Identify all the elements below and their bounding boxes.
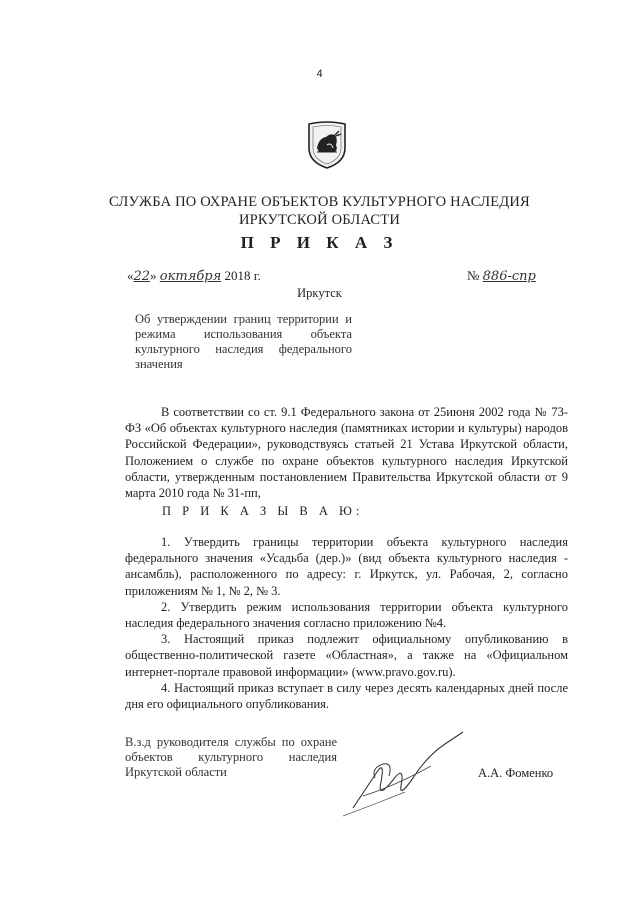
- preamble-paragraph: В соответствии со ст. 9.1 Федерального закона от 25июня 2002 года № 73-ФЗ «Об объектах культурного наследия (памятниках истории и культуры) народов Российской Федерации», руководствуясь статьей 21 Устава Иркутской области, Положением о службе по охране объектов культурного наследия Иркутской области, утвержденным постановлением Правительства Иркутской области от 9 марта 2010 года № 31-пп,: [125, 405, 568, 501]
- order-item-3: 3. Настоящий приказ подлежит официальному опубликованию в общественно-политической газете «Областная», а также на «Официальном интернет-портале правовой информации» (www.pravo.gov.ru).: [125, 632, 568, 679]
- order-number-value: 886-спр: [482, 269, 536, 284]
- city: Иркутск: [297, 286, 342, 300]
- document-title: П Р И К А З: [240, 233, 399, 252]
- organization-line-2: ИРКУТСКОЙ ОБЛАСТИ: [238, 212, 400, 228]
- signatory-role: В.з.д руководителя службы по охране объектов культурного наследия Иркутской области: [125, 735, 337, 779]
- coat-of-arms-irkutsk-icon: [305, 118, 349, 170]
- handwritten-signature: [335, 720, 475, 820]
- order-item-4: 4. Настоящий приказ вступает в силу через десять календарных дней после дня его официального опубликования.: [125, 680, 568, 712]
- date-year: 2018 г.: [224, 268, 261, 283]
- signatory-name: А.А. Фоменко: [478, 766, 554, 780]
- organization-line-1: СЛУЖБА ПО ОХРАНЕ ОБЪЕКТОВ КУЛЬТУРНОГО НАСЛЕДИЯ: [109, 194, 530, 210]
- order-number-prefix: №: [467, 268, 480, 283]
- order-verb: П Р И К А З Ы В А Ю:: [162, 504, 364, 518]
- organization-name: [0, 193, 639, 229]
- order-number: [467, 268, 536, 284]
- order-date: [127, 268, 261, 284]
- date-month: октября: [159, 269, 222, 284]
- order-item-2: 2. Утвердить режим использования территории объекта культурного наследия федерального значения согласно приложению №4.: [125, 599, 568, 631]
- date-day: 22: [133, 269, 151, 284]
- order-subject: Об утверждении границ территории и режима использования объекта культурного наследия федерального значения: [135, 312, 352, 371]
- date-open-quote: «: [127, 268, 134, 283]
- date-close-quote: »: [150, 268, 157, 283]
- page-number: 4: [316, 68, 323, 80]
- order-items: [125, 534, 568, 712]
- order-item-1: 1. Утвердить границы территории объекта культурного наследия федерального значения «Усадьба (дер.)» (вид объекта культурного наследия - ансамбль), расположенного по адресу: г. Иркутск, ул. Рабочая, 2, согласно приложениям № 1, № 2, № 3.: [125, 535, 568, 598]
